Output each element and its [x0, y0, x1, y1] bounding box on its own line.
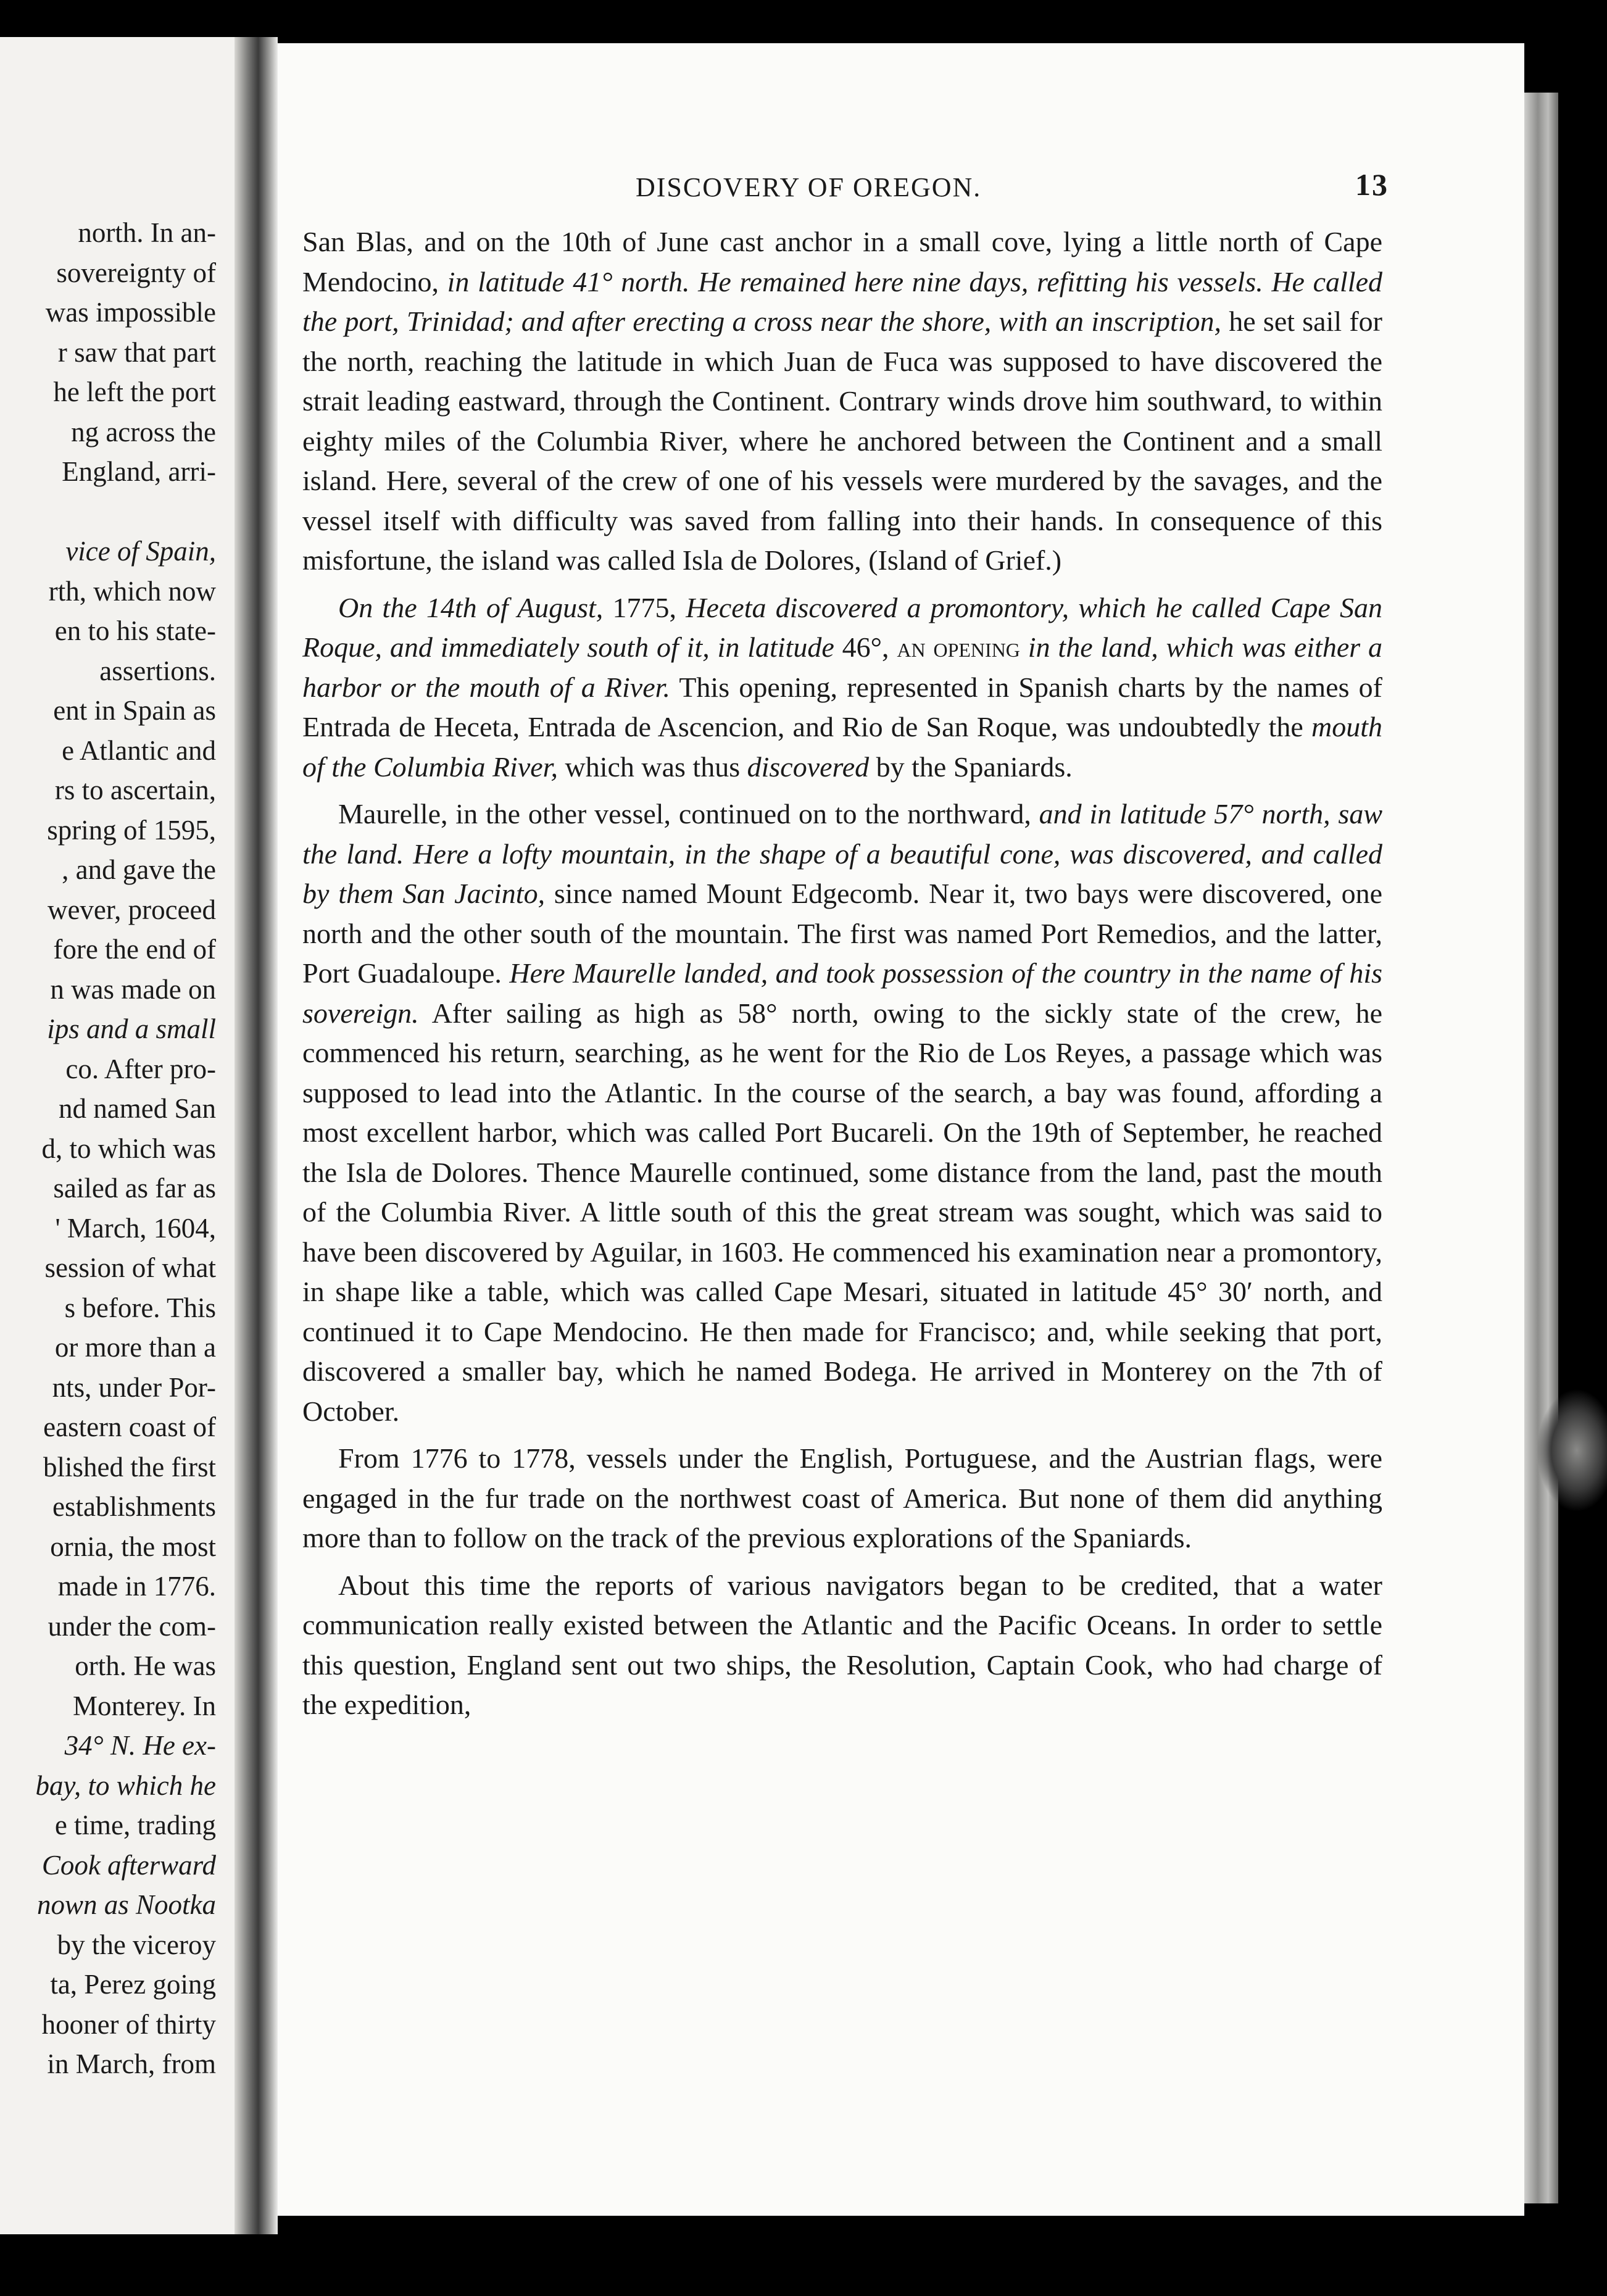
- facing-page-line: nts, under Por-: [52, 1371, 216, 1403]
- facing-page-line: sovereignty of: [56, 257, 216, 288]
- facing-page-line: en to his state-: [54, 615, 216, 646]
- text-run: which was thus: [557, 751, 747, 783]
- text-run: he set sail for the north, reaching the latitude in which Juan de Fuca was supposed to have discovered the strait leading eastward, through the Continent. Contrary winds drove him southward, to within eighty miles of the Columbia River, where he anchored between the Continent and a small island. Here, several of the crew of one of his vessels were murdered by the savages, and the vessel itself with difficulty was saved from falling into their hands. In consequence of this misfortune, the island was called Isla de Dolores, (Island of Grief.): [302, 306, 1382, 576]
- book-gutter: [235, 37, 278, 2234]
- page-number: 13: [1355, 167, 1389, 202]
- paragraph-5: About this time the reports of various navigators began to be credited, that a water communication really existed between the Atlantic and the Pacific Oceans. In order to settle this question, England sent out two ships, the Resolution, Captain Cook, who had charge of the expedition,: [302, 1569, 1382, 1720]
- facing-page-line: fore the end of: [53, 934, 216, 965]
- facing-page-line: nown as Nootka: [36, 1889, 216, 1920]
- facing-page-line: spring of 1595,: [47, 814, 216, 846]
- facing-page-line: he left the port: [53, 376, 216, 407]
- facing-page-line: ips and a small: [47, 1013, 216, 1044]
- text-run: San Blas, and on the 10th of June cast anchor in a small cove, lying a little north of Cape Mendocino,: [302, 226, 1382, 297]
- facing-page-line: in March, from: [47, 2049, 216, 2079]
- facing-page-line: by the viceroy: [57, 1929, 216, 1960]
- text-run: 1775,: [603, 591, 686, 623]
- paragraph-3: [302, 794, 1382, 1431]
- italic-run: in latitude 41° north. He remained here nine days, refitting his vessels. He called the port, Trinidad; and after erecting a cross near the shore, with an inscription,: [302, 265, 1382, 337]
- facing-page-line: was impossible: [45, 297, 216, 328]
- facing-page-line: e Atlantic and: [62, 734, 216, 766]
- facing-page-line: 34° N. He ex-: [64, 1730, 216, 1761]
- italic-run: Here Maurelle landed, and took possession of the country in the name of his sovereign.: [302, 957, 1383, 1029]
- facing-page-line: establishments: [52, 1491, 216, 1522]
- facing-page-line: nd named San: [59, 1093, 216, 1124]
- facing-page-line: n was made on: [50, 973, 216, 1005]
- facing-page-line: vice of Spain,: [65, 536, 216, 567]
- text-run: 46°,: [834, 631, 897, 663]
- facing-page-line: rth, which now: [48, 575, 216, 607]
- facing-page-line: rs to ascertain,: [54, 775, 216, 805]
- italic-run: and in latitude 57° north, saw the land. Here a lofty mountain, in the shape of a beautiful cone, was discovered, and called by them San Jacinto,: [302, 798, 1382, 909]
- facing-page-text: [0, 213, 216, 2084]
- facing-page-line: , and gave the: [62, 854, 216, 885]
- facing-page-line: assertions.: [99, 655, 216, 686]
- italic-run: On the 14th of August,: [338, 591, 604, 623]
- page-header: [278, 167, 1389, 210]
- paragraph-2: [302, 588, 1382, 788]
- scan-blemish: [1537, 1389, 1607, 1512]
- facing-page-line: [0, 492, 216, 532]
- paragraph-4: From 1776 to 1778, vessels under the English, Portuguese, and the Austrian flags, were engaged in the fur trade on the northwest coast of America. But none of them did anything more than to follow on the track of the previous explorations of the Spaniards.: [302, 1442, 1382, 1554]
- running-head: DISCOVERY OF OREGON.: [636, 172, 982, 202]
- facing-page-line: north. In an-: [78, 217, 216, 248]
- book-page: [278, 43, 1524, 2216]
- italic-run: discovered: [747, 751, 870, 783]
- facing-page-line: made in 1776.: [57, 1571, 216, 1602]
- facing-page-line: ornia, the most: [50, 1531, 216, 1562]
- facing-page-line: hooner of thirty: [41, 2008, 216, 2040]
- text-run: since named Mount Edgecomb. Near it, two bays were discovered, one north and the other south of the mountain. The first was named Port Remedios, and the latter, Port Guadaloupe.: [302, 878, 1382, 989]
- facing-page-line: co. After pro-: [65, 1053, 216, 1084]
- facing-page-line: Monterey. In: [72, 1690, 216, 1721]
- facing-page-line: or more than a: [54, 1332, 216, 1363]
- italic-run: mouth of the Columbia River,: [302, 711, 1382, 783]
- paragraph-1: [302, 222, 1382, 581]
- facing-page-line: ta, Perez going: [50, 1969, 216, 2000]
- small-caps-run: an opening: [897, 631, 1020, 663]
- facing-page-line: blished the first: [43, 1451, 216, 1483]
- text-run: by the Spaniards.: [869, 751, 1073, 783]
- facing-page-line: bay, to which he: [35, 1770, 216, 1801]
- facing-page-line: wever, proceed: [47, 894, 216, 925]
- text-run: Maurelle, in the other vessel, continued on to the northward,: [338, 798, 1039, 830]
- facing-page-line: d, to which was: [41, 1133, 216, 1164]
- facing-page-line: ent in Spain as: [53, 695, 216, 726]
- facing-page-line: eastern coast of: [43, 1412, 216, 1442]
- facing-page-line: under the com-: [48, 1610, 216, 1642]
- facing-page-line: sailed as far as: [53, 1173, 216, 1204]
- facing-page-left: [0, 37, 235, 2234]
- facing-page-line: ng across the: [71, 416, 216, 447]
- facing-page-line: e time, trading: [54, 1810, 216, 1841]
- facing-page-line: Cook afterward: [41, 1849, 216, 1881]
- facing-page-line: ' March, 1604,: [55, 1212, 216, 1244]
- facing-page-line: s before. This: [64, 1292, 216, 1323]
- facing-page-line: r saw that part: [57, 336, 216, 368]
- facing-page-line: orth. He was: [75, 1650, 216, 1681]
- page-edge: [1524, 93, 1558, 2203]
- body-text: [302, 222, 1382, 1732]
- italic-run: Heceta discovered a promontory, which he called Cape San Roque, and immediately south of it, in latitude: [302, 591, 1383, 663]
- text-run: After sailing as high as 58° north, owing to the sickly state of the crew, he commenced his return, searching, as he went for the Rio de Los Reyes, a passage which was supposed to lead into the Atlantic. In the course of the search, a bay was found, affording a most excellent harbor, which was called Port Bucareli. On the 19th of September, he reached the Isla de Dolores. Thence Maurelle continued, some distance from the land, past the mouth of the Columbia River. A little south of this the great stream was sought, which was said to have been discovered by Aguilar, in 1603. He commenced his examination near a promontory, in shape like a table, which was called Cape Mesari, situated in latitude 45° 30′ north, and continued it to Cape Mendocino. He then made for Francisco; and, while seeking that port, discovered a smaller bay, which he named Bodega. He arrived in Monterey on the 7th of October.: [302, 997, 1382, 1427]
- facing-page-line: session of what: [44, 1252, 216, 1283]
- facing-page-line: England, arri-: [62, 456, 216, 487]
- italic-run: in the land, which was either a harbor or the mouth of a River.: [302, 631, 1383, 703]
- text-run: This opening, represented in Spanish charts by the names of Entrada de Heceta, Entrada de Ascencion, and Rio de San Roque, was undoubtedly the: [302, 671, 1382, 742]
